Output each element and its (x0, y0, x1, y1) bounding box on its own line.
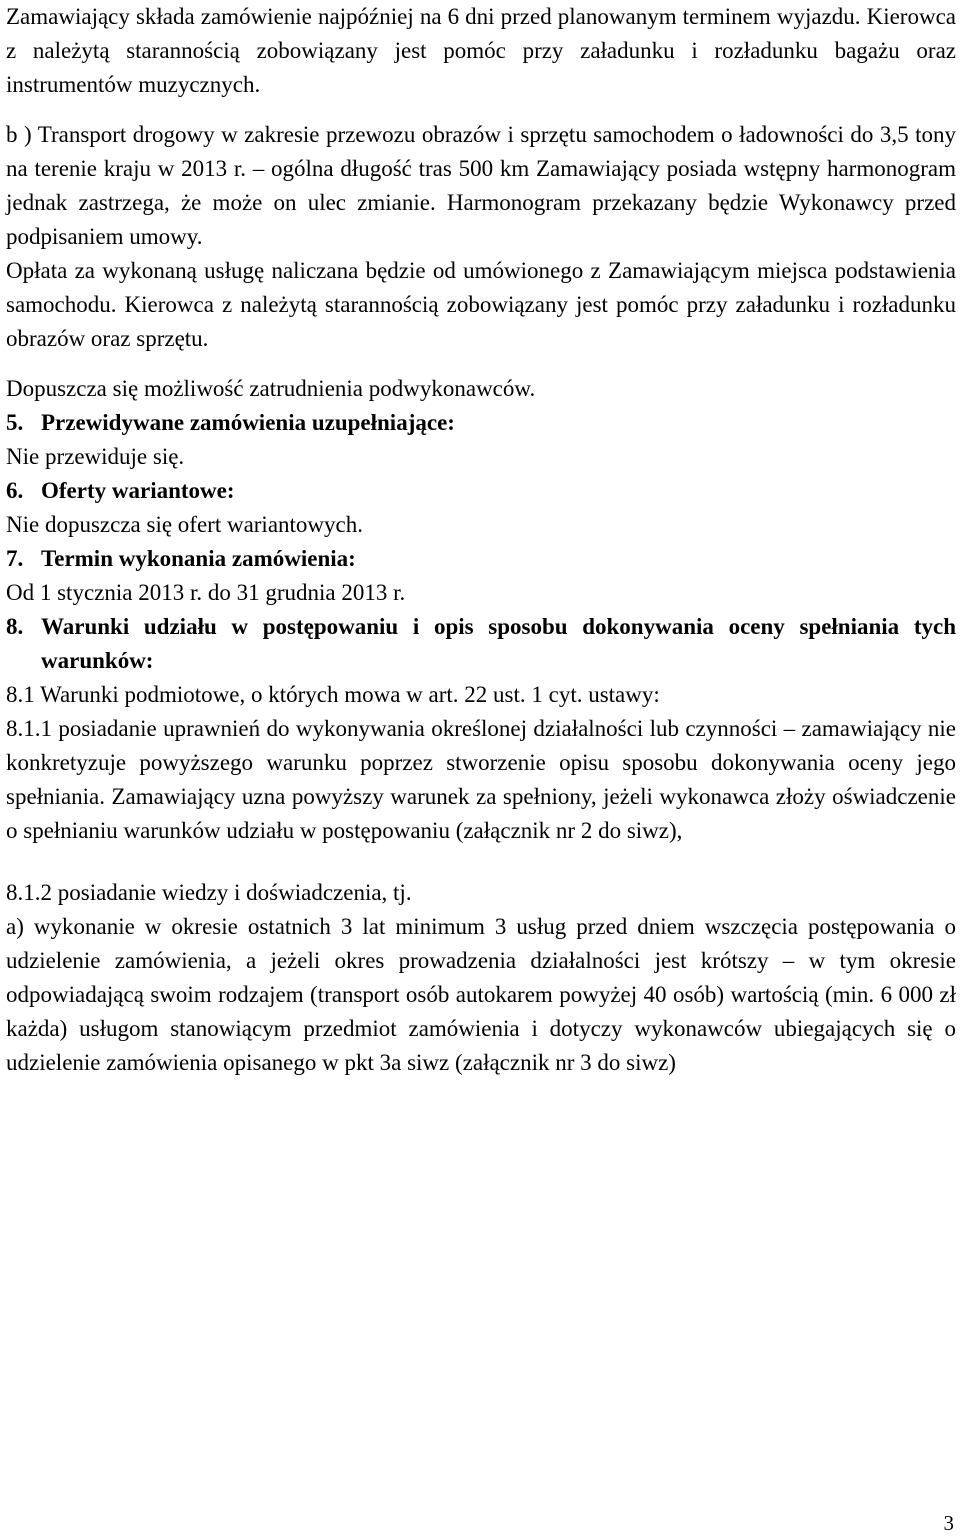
section-8-1-2-a: a) wykonanie w okresie ostatnich 3 lat minimum 3 usług przed dniem wszczęcia postępowania o udzielenie zamówienia, a jeżeli okres prowadzenia działalności jest krótszy – w tym okresie odpowiadającą swoim rodzajem (transport osób autokarem powyżej 40 osób) wartością (min. 6 000 zł każda) usługom stanowiącym przedmiot zamówienia i dotyczy wykonawców ubiegających się o udzielenie zamówienia opisanego w pkt 3a siwz (załącznik nr 3 do siwz) (6, 914, 956, 1075)
section-5-heading (6, 406, 956, 440)
paragraph-fee: Opłata za wykonaną usługę naliczana będzie od umówionego z Zamawiającym miejsca podstawienia samochodu. Kierowca z należytą starannością zobowiązany jest pomóc przy załadunku i rozładunku obrazów oraz sprzętu. (6, 258, 956, 351)
section-7-number: 7. (6, 546, 24, 571)
section-7-heading (6, 542, 956, 576)
section-8-heading (6, 610, 956, 678)
paragraph-subcontractors: Dopuszcza się możliwość zatrudnienia podwykonawców. (6, 376, 536, 401)
page-number: 3 (943, 1511, 954, 1535)
section-6-title: Oferty wariantowe: (41, 478, 235, 503)
section-6-number: 6. (6, 478, 24, 503)
section-8-1-1: 8.1.1 posiadanie uprawnień do wykonywania określonej działalności lub czynności – zamawiający nie konkretyzuje powyższego warunku poprzez stworzenie opisu sposobu dokonywania oceny jego spełniania. Zamawiający uzna powyższy warunek za spełniony, jeżeli wykonawca złoży oświadczenie o spełnianiu warunków udziału w postępowaniu (załącznik nr 2 do siwz), (6, 716, 956, 843)
section-7-title: Termin wykonania zamówienia: (41, 546, 356, 571)
section-8-number: 8. (6, 614, 24, 639)
section-8-title: Warunki udziału w postępowaniu i opis sposobu dokonywania oceny spełniania tych warunków: (41, 614, 956, 673)
section-5-body: Nie przewiduje się. (6, 444, 185, 469)
section-6-body: Nie dopuszcza się ofert wariantowych. (6, 512, 363, 537)
paragraph-transport-b: b ) Transport drogowy w zakresie przewozu obrazów i sprzętu samochodem o ładowności do 3,5 tony na terenie kraju w 2013 r. – ogólna długość tras 500 km Zamawiający posiada wstępny harmonogram jednak zastrzega, że może on ulec zmianie. Harmonogram przekazany będzie Wykonawcy przed podpisaniem umowy. (6, 122, 956, 249)
section-6-heading (6, 474, 956, 508)
section-8-1-2: 8.1.2 posiadanie wiedzy i doświadczenia, tj. (6, 880, 412, 905)
section-5-number: 5. (6, 410, 24, 435)
paragraph-order-terms: Zamawiający składa zamówienie najpóźniej na 6 dni przed planowanym terminem wyjazdu. Kierowca z należytą starannością zobowiązany jest pomóc przy załadunku i rozładunku bagażu oraz instrumentów muzycznych. (6, 4, 956, 97)
section-7-body: Od 1 stycznia 2013 r. do 31 grudnia 2013 r. (6, 580, 406, 605)
section-8-1: 8.1 Warunki podmiotowe, o których mowa w art. 22 ust. 1 cyt. ustawy: (6, 682, 660, 707)
document-page (6, 0, 956, 1080)
section-5-title: Przewidywane zamówienia uzupełniające: (41, 410, 455, 435)
